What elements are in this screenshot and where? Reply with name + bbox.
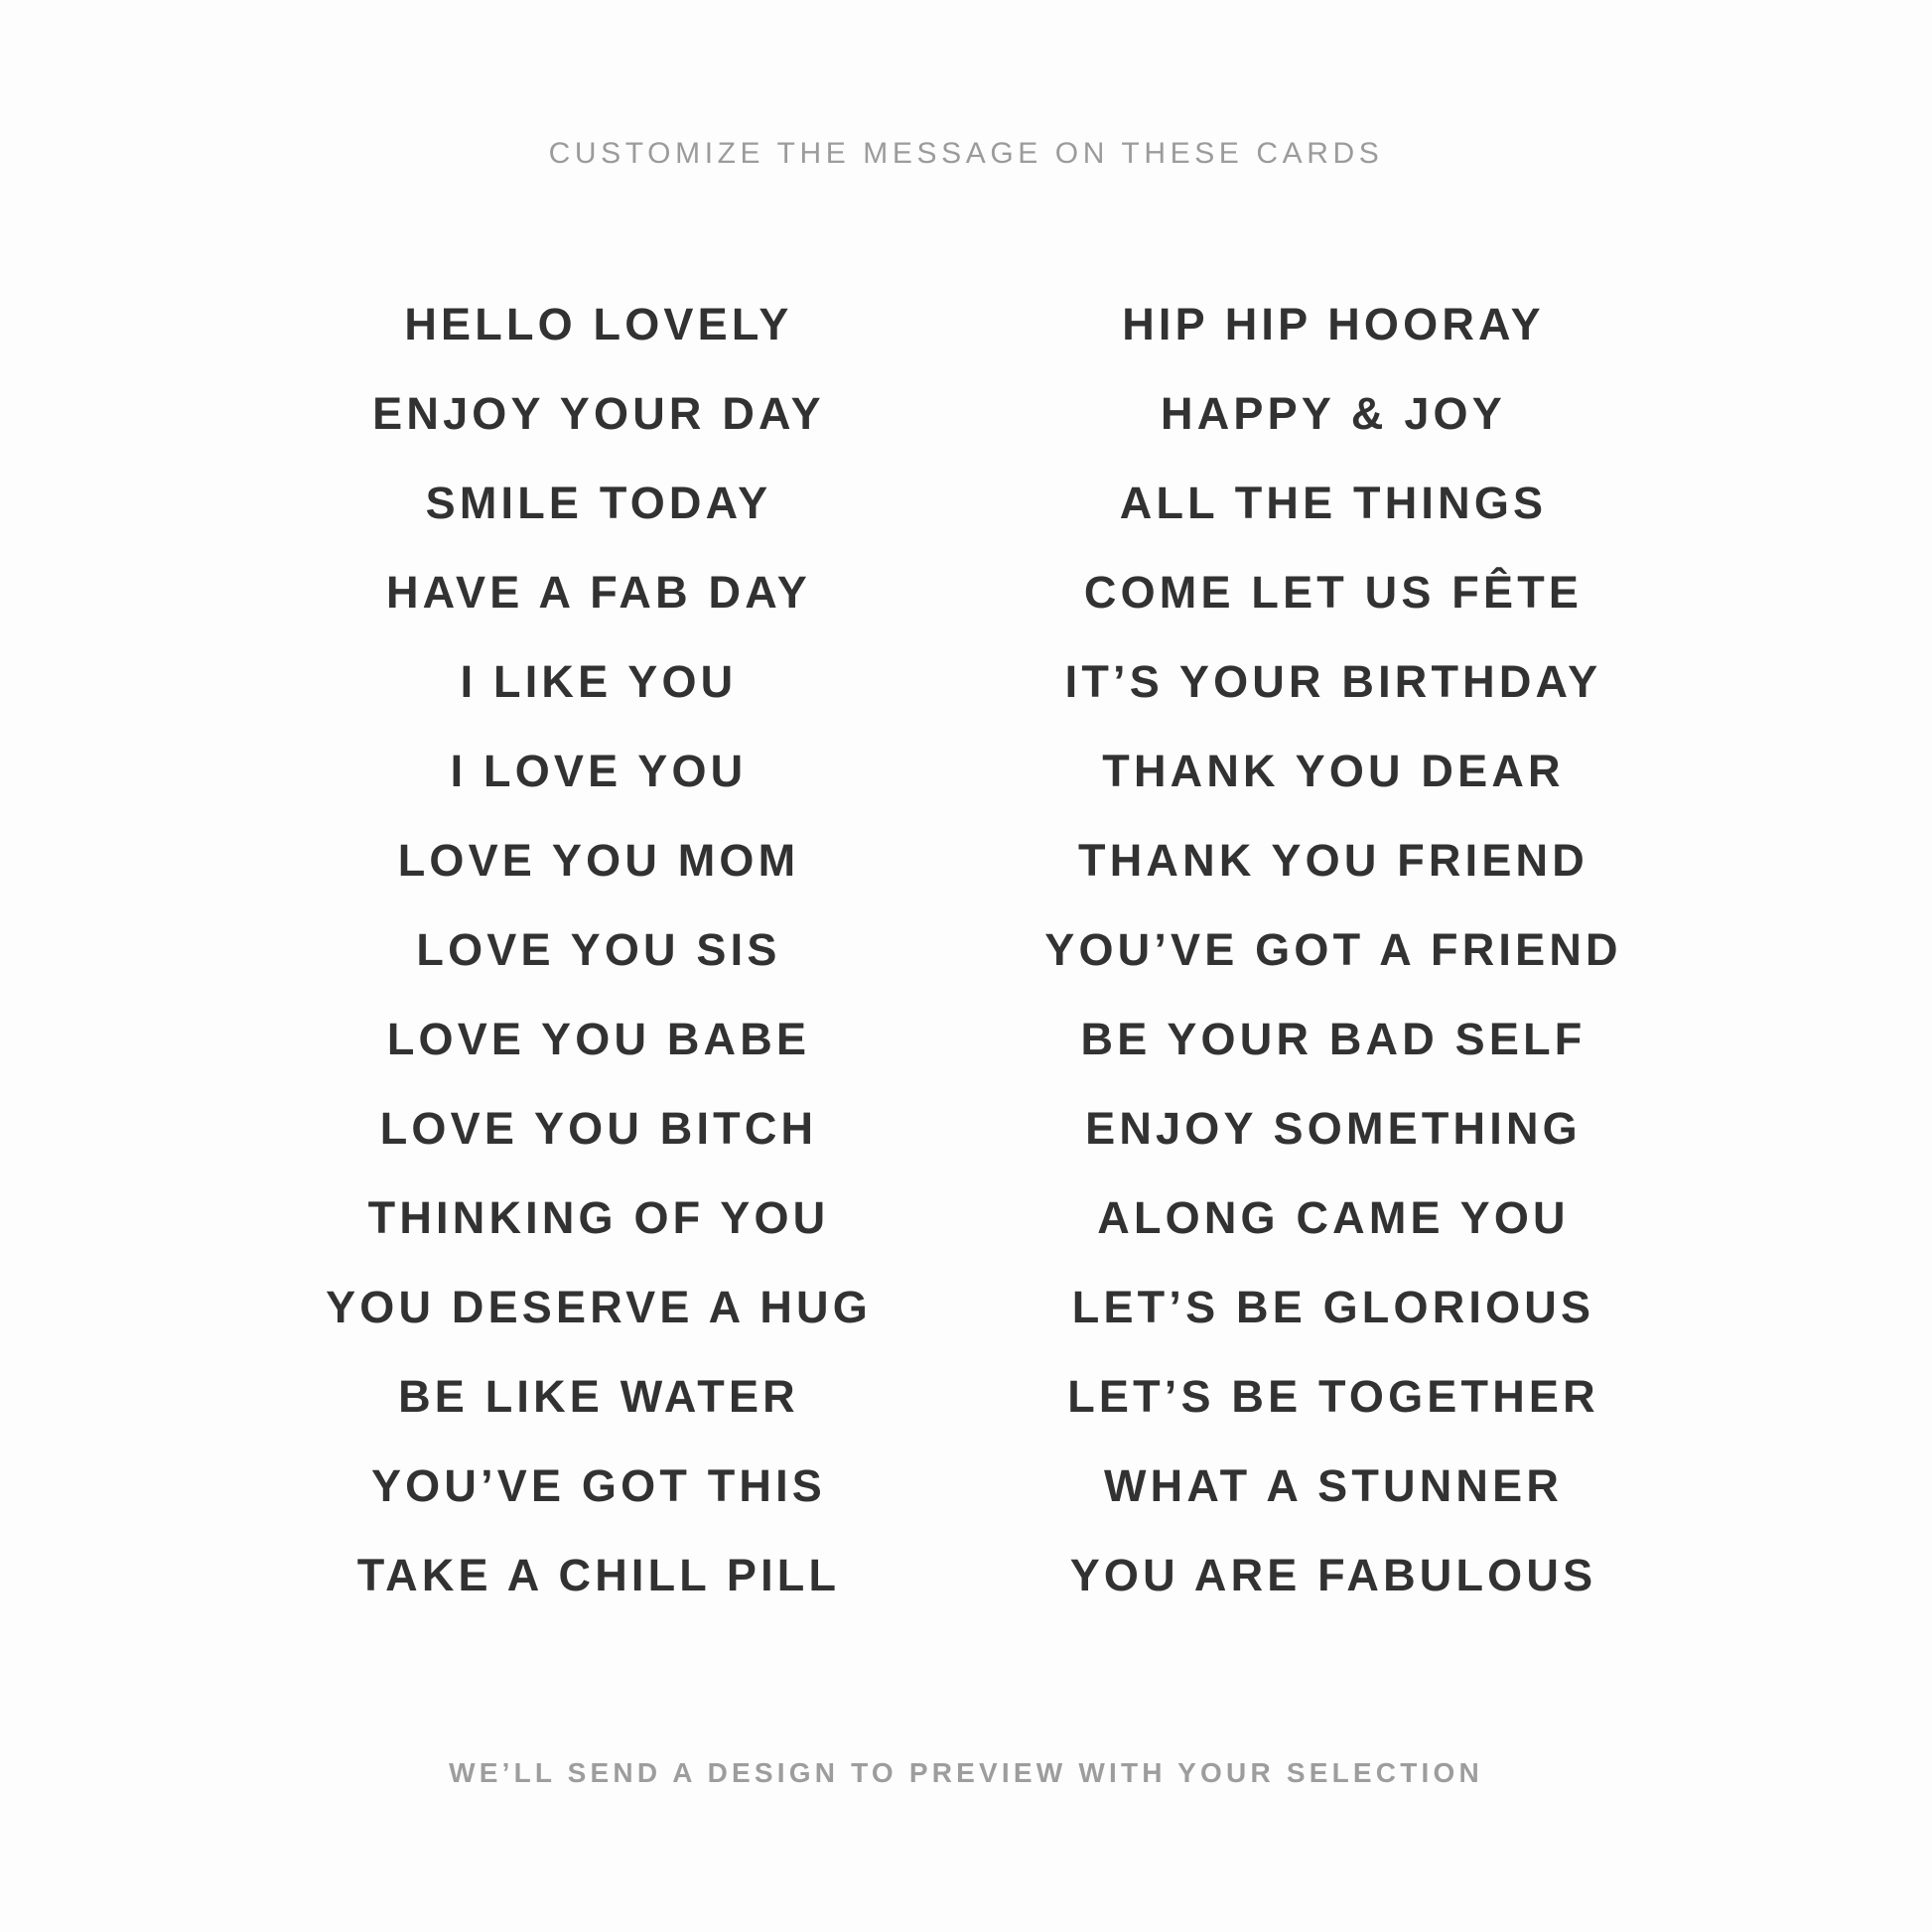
message-option[interactable]: HIP HIP HOORAY [1122,299,1545,349]
message-option[interactable]: ENJOY SOMETHING [1085,1103,1582,1154]
message-column-right [966,280,1691,1620]
message-option[interactable]: LOVE YOU SIS [416,924,781,975]
message-option[interactable]: THANK YOU FRIEND [1078,835,1588,886]
message-option[interactable]: LOVE YOU BABE [386,1014,811,1064]
message-option[interactable]: THANK YOU DEAR [1102,746,1565,796]
message-option[interactable]: LOVE YOU MOM [397,835,800,886]
message-option[interactable]: IT’S YOUR BIRTHDAY [1064,656,1602,707]
message-option[interactable]: TAKE A CHILL PILL [356,1550,841,1600]
message-option[interactable]: LET’S BE TOGETHER [1067,1371,1599,1422]
message-option[interactable]: COME LET US FÊTE [1083,567,1584,618]
message-columns [0,280,1932,1620]
message-option[interactable]: HAVE A FAB DAY [385,567,812,618]
message-option[interactable]: WHAT A STUNNER [1103,1460,1564,1511]
message-option[interactable]: SMILE TODAY [425,478,772,528]
message-option[interactable]: ALONG CAME YOU [1097,1192,1570,1243]
message-option[interactable]: YOU DESERVE A HUG [326,1282,872,1332]
message-option[interactable]: I LIKE YOU [460,656,738,707]
message-option[interactable]: HAPPY & JOY [1161,388,1506,439]
footer-note: WE’LL SEND A DESIGN TO PREVIEW WITH YOUR SELECTION [449,1757,1483,1788]
message-option[interactable]: YOU ARE FABULOUS [1069,1550,1597,1600]
message-option[interactable]: LOVE YOU BITCH [379,1103,818,1154]
message-option[interactable]: HELLO LOVELY [404,299,793,349]
message-option[interactable]: I LOVE YOU [450,746,748,796]
message-option[interactable]: YOU’VE GOT A FRIEND [1044,924,1622,975]
message-option[interactable]: BE YOUR BAD SELF [1080,1014,1587,1064]
message-option[interactable]: THINKING OF YOU [367,1192,830,1243]
message-column-left [241,280,966,1620]
message-option[interactable]: ENJOY YOUR DAY [372,388,825,439]
page-title: CUSTOMIZE THE MESSAGE ON THESE CARDS [548,137,1384,170]
message-option[interactable]: YOU’VE GOT THIS [370,1460,827,1511]
message-option[interactable]: BE LIKE WATER [398,1371,799,1422]
message-option[interactable]: ALL THE THINGS [1119,478,1548,528]
message-option[interactable]: LET’S BE GLORIOUS [1071,1282,1595,1332]
